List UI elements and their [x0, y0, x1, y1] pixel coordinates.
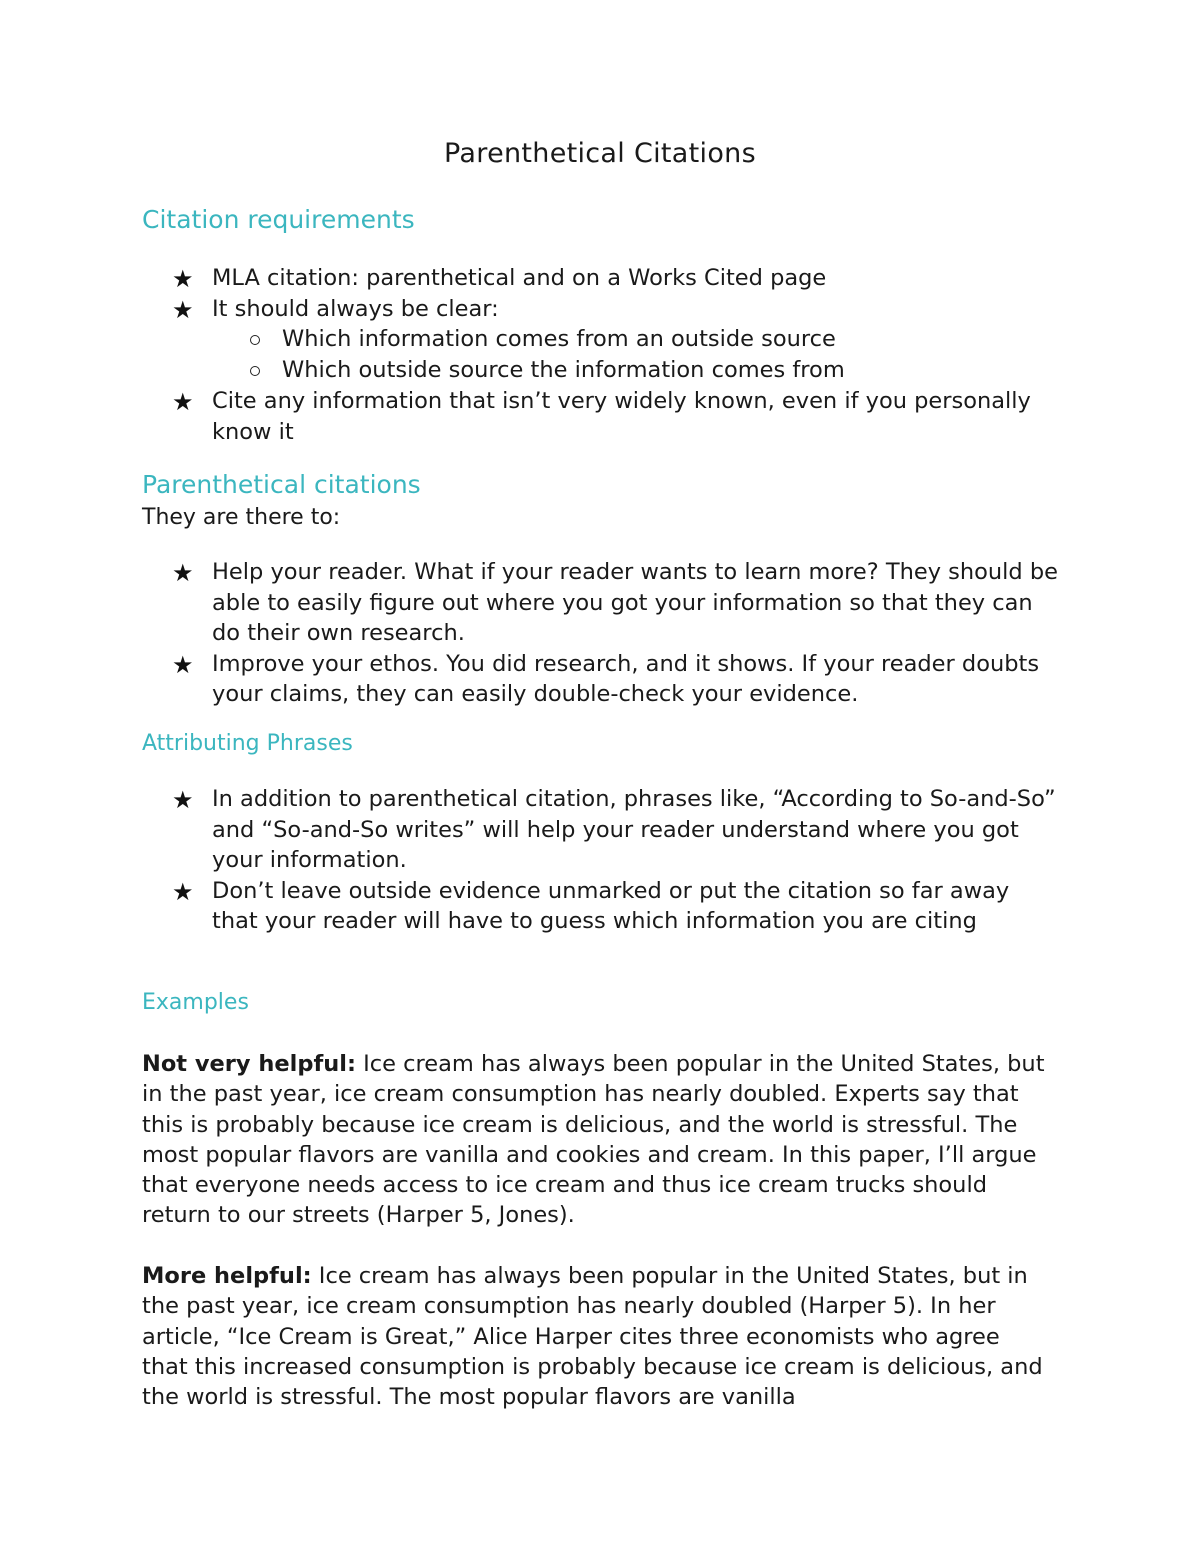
list-item: ★ Don’t leave outside evidence unmarked or put the citation so far away that your reader will have to guess which information you are citing — [172, 877, 1010, 934]
list-item: ★ In addition to parenthetical citation, phrases like, “According to So-and-So” and “So-and-So writes” will help your reader understand where you got your information. — [172, 786, 1056, 873]
list-item: ★ Improve your ethos. You did research, and it shows. If your reader doubts your claims, they can easily double-check your evidence. — [172, 650, 1040, 707]
list-attributing-phrases — [142, 784, 1062, 937]
star-icon: ★ — [172, 265, 194, 293]
section-intro: They are there to: — [142, 505, 341, 530]
heading-citation-requirements: Citation requirements — [142, 205, 415, 234]
heading-parenthetical-citations: Parenthetical citations — [142, 470, 421, 499]
star-icon: ★ — [172, 786, 194, 814]
list-citation-requirements — [142, 263, 1062, 447]
list-item: ★ MLA citation: parenthetical and on a Works Cited page — [172, 265, 827, 293]
list-parenthetical-citations — [142, 557, 1062, 710]
list-item: ★ Help your reader. What if your reader wants to learn more? They should be able to easily figure out where you got your information so that they can do their own research. — [172, 559, 1058, 646]
list-item: ★ It should always be clear: — [172, 295, 499, 324]
example-not-helpful: Not very helpful: Ice cream has always been popular in the United States, but in the past year, ice cream consumption has nearly doubled. Experts say that this is probably because ice cream is delicious, and the world is stressful. The most popular flavors are vanilla and cookies and cream. In this paper, I’ll argue that everyone needs access to ice cream and thus ice cream trucks should return to our streets (Harper 5, Jones). — [142, 1051, 1045, 1229]
example-label: More helpful: — [142, 1263, 312, 1289]
sub-list-item: Which outside source the information comes from — [142, 355, 1062, 386]
star-icon: ★ — [172, 650, 194, 679]
heading-examples: Examples — [142, 990, 249, 1015]
list-item: ★ Cite any information that isn’t very widely known, even if you personally know it — [172, 388, 1031, 445]
star-icon: ★ — [172, 877, 194, 906]
example-more-helpful: More helpful: Ice cream has always been popular in the United States, but in the past year, ice cream consumption has nearly doubled (Harper 5). In her article, “Ice Cream is Great,” Alice Harper cites three economists who agree that this increased consumption is probably because ice cream is delicious, and the world is stressful. The most popular flavors are vanilla — [142, 1263, 1043, 1411]
circle-icon — [250, 335, 260, 345]
circle-icon — [250, 366, 260, 376]
page-title: Parenthetical Citations — [444, 138, 756, 169]
star-icon: ★ — [172, 388, 194, 416]
example-label: Not very helpful: — [142, 1051, 357, 1077]
heading-attributing-phrases: Attributing Phrases — [142, 731, 353, 756]
star-icon: ★ — [172, 559, 194, 587]
sub-list-item: Which information comes from an outside source — [142, 324, 1062, 355]
star-icon: ★ — [172, 295, 194, 324]
